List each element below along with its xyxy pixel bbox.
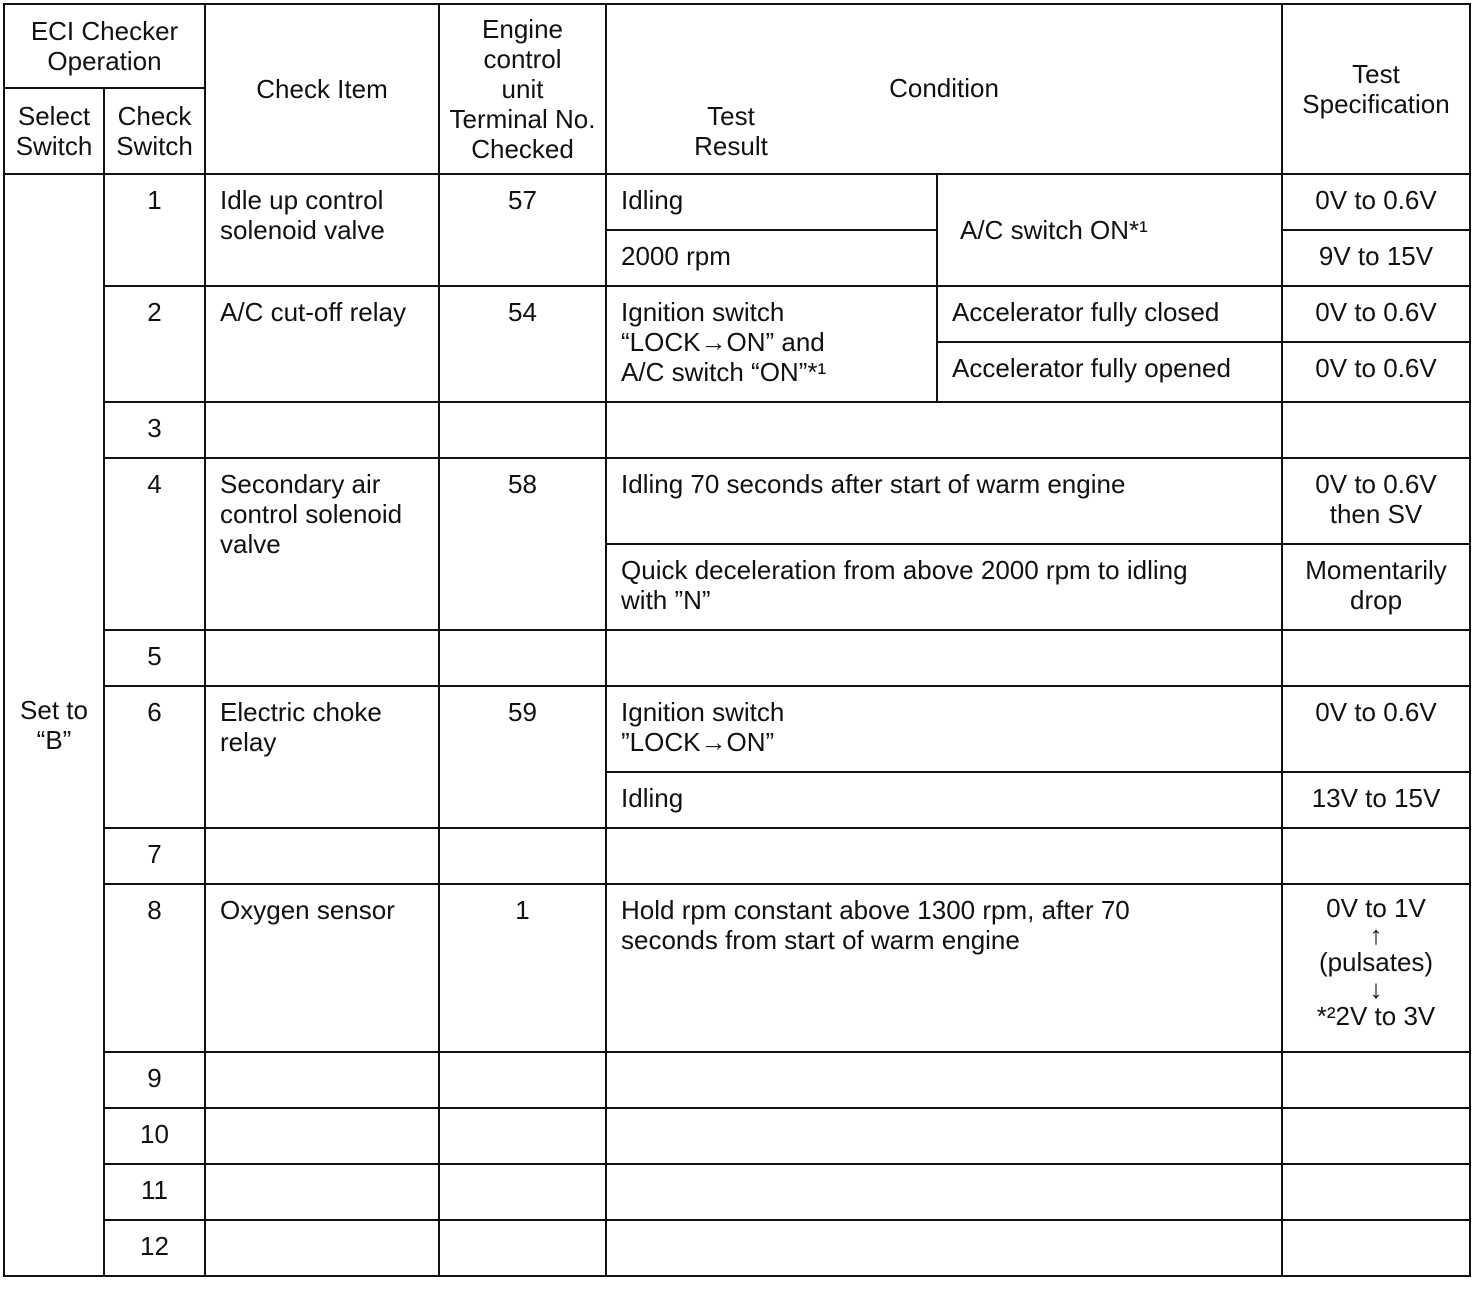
check-item-8: Oxygen sensor: [205, 884, 439, 1052]
condition-12: [606, 1220, 1282, 1276]
condition-1a: Idling: [606, 174, 937, 230]
check-item-11: [205, 1164, 439, 1220]
check-switch-3: 3: [104, 402, 205, 458]
header-check-item: Check Item: [205, 4, 439, 174]
check-item-5: [205, 630, 439, 686]
check-item-12: [205, 1220, 439, 1276]
check-switch-9: 9: [104, 1052, 205, 1108]
check-switch-8: 8: [104, 884, 205, 1052]
spec-8: 0V to 1V ↑ (pulsates) ↓ *²2V to 3V: [1282, 884, 1470, 1052]
condition-3: [606, 402, 1282, 458]
check-item-2: A/C cut-off relay: [205, 286, 439, 402]
check-switch-6: 6: [104, 686, 205, 828]
check-switch-11: 11: [104, 1164, 205, 1220]
header-test-result: Test Result: [694, 101, 768, 161]
terminal-10: [439, 1108, 606, 1164]
eci-checker-table: [3, 3, 1471, 1277]
spec-11: [1282, 1164, 1470, 1220]
terminal-2: 54: [439, 286, 606, 402]
check-item-4: Secondary air control solenoid valve: [205, 458, 439, 630]
condition-4a: Idling 70 seconds after start of warm engine: [606, 458, 1282, 544]
header-check-switch: Check Switch: [104, 88, 205, 174]
condition-11: [606, 1164, 1282, 1220]
check-switch-7: 7: [104, 828, 205, 884]
check-switch-5: 5: [104, 630, 205, 686]
condition-9: [606, 1052, 1282, 1108]
condition-7: [606, 828, 1282, 884]
spec-10: [1282, 1108, 1470, 1164]
check-item-7: [205, 828, 439, 884]
check-switch-10: 10: [104, 1108, 205, 1164]
spec-2a: 0V to 0.6V: [1282, 286, 1470, 342]
spec-3: [1282, 402, 1470, 458]
check-switch-2: 2: [104, 286, 205, 402]
check-item-1: Idle up control solenoid valve: [205, 174, 439, 286]
condition-5: [606, 630, 1282, 686]
terminal-3: [439, 402, 606, 458]
check-switch-4: 4: [104, 458, 205, 630]
terminal-5: [439, 630, 606, 686]
select-switch-value: Set to “B”: [4, 174, 104, 1276]
condition-10: [606, 1108, 1282, 1164]
header-test-specification: Test Specification: [1282, 4, 1470, 174]
header-terminal: Engine control unit Terminal No. Checked: [439, 4, 606, 174]
check-item-3: [205, 402, 439, 458]
terminal-1: 57: [439, 174, 606, 286]
check-switch-12: 12: [104, 1220, 205, 1276]
condition-8: Hold rpm constant above 1300 rpm, after 70 seconds from start of warm engine: [606, 884, 1282, 1052]
header-eci-checker-operation: ECI Checker Operation: [4, 4, 205, 88]
spec-6b: 13V to 15V: [1282, 772, 1470, 828]
spec-4a: 0V to 0.6V then SV: [1282, 458, 1470, 544]
terminal-4: 58: [439, 458, 606, 630]
spec-2b: 0V to 0.6V: [1282, 342, 1470, 402]
spec-6a: 0V to 0.6V: [1282, 686, 1470, 772]
condition-2b: Accelerator fully opened: [937, 342, 1282, 402]
terminal-7: [439, 828, 606, 884]
spec-9: [1282, 1052, 1470, 1108]
check-item-9: [205, 1052, 439, 1108]
header-condition: [606, 4, 1282, 174]
spec-4b: Momentarily drop: [1282, 544, 1470, 630]
check-switch-1: 1: [104, 174, 205, 286]
condition-2-shared: Ignition switch “LOCK→ON” and A/C switch “ON”*¹: [606, 286, 937, 402]
condition-4b: Quick deceleration from above 2000 rpm to idling with ”N”: [606, 544, 1282, 630]
condition-1-shared: A/C switch ON*¹: [937, 174, 1282, 286]
condition-6a: Ignition switch ”LOCK→ON”: [606, 686, 1282, 772]
check-item-6: Electric choke relay: [205, 686, 439, 828]
condition-2a: Accelerator fully closed: [937, 286, 1282, 342]
terminal-6: 59: [439, 686, 606, 828]
condition-1b: 2000 rpm: [606, 230, 937, 286]
terminal-9: [439, 1052, 606, 1108]
spec-1b: 9V to 15V: [1282, 230, 1470, 286]
header-condition-label: Condition: [889, 73, 999, 103]
terminal-12: [439, 1220, 606, 1276]
spec-1a: 0V to 0.6V: [1282, 174, 1470, 230]
terminal-11: [439, 1164, 606, 1220]
check-item-10: [205, 1108, 439, 1164]
header-select-switch: Select Switch: [4, 88, 104, 174]
terminal-8: 1: [439, 884, 606, 1052]
spec-12: [1282, 1220, 1470, 1276]
condition-6b: Idling: [606, 772, 1282, 828]
spec-5: [1282, 630, 1470, 686]
spec-7: [1282, 828, 1470, 884]
